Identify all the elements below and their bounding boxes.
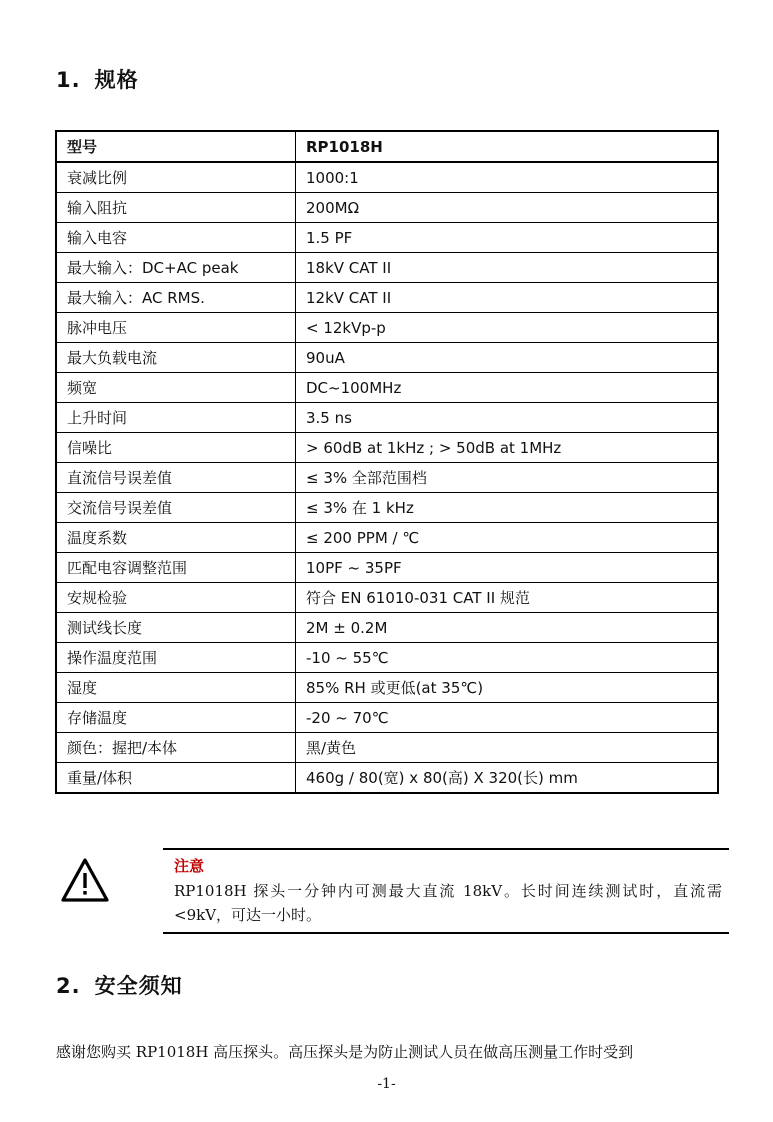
spec-value-cell: 10PF ~ 35PF <box>296 553 719 583</box>
table-row <box>56 553 718 583</box>
spec-label-cell: 直流信号误差值 <box>56 463 296 493</box>
spec-label-cell: 衰减比例 <box>56 162 296 193</box>
table-row <box>56 643 718 673</box>
spec-value-cell: ≤ 3% 在 1 kHz <box>296 493 719 523</box>
spec-value-cell: 1000:1 <box>296 162 719 193</box>
spec-value-cell: < 12kVp-p <box>296 313 719 343</box>
spec-value-cell: 18kV CAT II <box>296 253 719 283</box>
table-row <box>56 313 718 343</box>
spec-value-cell: > 60dB at 1kHz ; > 50dB at 1MHz <box>296 433 719 463</box>
spec-label-cell: 测试线长度 <box>56 613 296 643</box>
spec-value-cell: 3.5 ns <box>296 403 719 433</box>
header-cell-label: 型号 <box>56 131 296 162</box>
section-number: 1. <box>56 68 81 92</box>
spec-value-cell: DC~100MHz <box>296 373 719 403</box>
spec-value-cell: 90uA <box>296 343 719 373</box>
spec-label-cell: 频宽 <box>56 373 296 403</box>
spec-value-cell: 460g / 80(宽) x 80(高) X 320(长) mm <box>296 763 719 794</box>
section-heading-specifications <box>56 64 139 94</box>
spec-label-cell: 匹配电容调整范围 <box>56 553 296 583</box>
table-row <box>56 673 718 703</box>
spec-value-cell: ≤ 200 PPM / ℃ <box>296 523 719 553</box>
table-row <box>56 493 718 523</box>
spec-label-cell: 输入阻抗 <box>56 193 296 223</box>
table-row <box>56 373 718 403</box>
notice-body: RP1018H 探头一分钟内可测最大直流 18kV。长时间连续测试时，直流需<9kV，可达一小时。 <box>174 882 722 924</box>
section-title: 规格 <box>94 68 139 92</box>
warning-triangle-icon <box>60 857 110 903</box>
table-row <box>56 763 718 794</box>
spec-value-cell: 符合 EN 61010-031 CAT II 规范 <box>296 583 719 613</box>
spec-label-cell: 信噪比 <box>56 433 296 463</box>
spec-label-cell: 安规检验 <box>56 583 296 613</box>
notice-title: 注意 <box>174 857 205 875</box>
spec-value-cell: 200MΩ <box>296 193 719 223</box>
table-row <box>56 523 718 553</box>
spec-value-cell: 2M ± 0.2M <box>296 613 719 643</box>
spec-value-cell: 12kV CAT II <box>296 283 719 313</box>
spec-value-cell: -20 ~ 70℃ <box>296 703 719 733</box>
spec-value-cell: -10 ~ 55℃ <box>296 643 719 673</box>
spec-label-cell: 最大输入：DC+AC peak <box>56 253 296 283</box>
spec-label-cell: 重量/体积 <box>56 763 296 794</box>
spec-label-cell: 最大负载电流 <box>56 343 296 373</box>
spec-label-cell: 最大输入：AC RMS. <box>56 283 296 313</box>
table-row <box>56 613 718 643</box>
specifications-table <box>55 130 719 794</box>
spec-label-cell: 温度系数 <box>56 523 296 553</box>
table-row <box>56 162 718 193</box>
spec-label-cell: 存储温度 <box>56 703 296 733</box>
spec-label-cell: 湿度 <box>56 673 296 703</box>
table-row <box>56 703 718 733</box>
table-row <box>56 583 718 613</box>
spec-label-cell: 颜色：握把/本体 <box>56 733 296 763</box>
spec-label-cell: 上升时间 <box>56 403 296 433</box>
spec-label-cell: 交流信号误差值 <box>56 493 296 523</box>
header-cell-model: RP1018H <box>296 131 719 162</box>
spec-value-cell: ≤ 3% 全部范围档 <box>296 463 719 493</box>
table-header-row <box>56 131 718 162</box>
table-row <box>56 463 718 493</box>
table-row <box>56 433 718 463</box>
spec-label-cell: 操作温度范围 <box>56 643 296 673</box>
table-row <box>56 403 718 433</box>
spec-value-cell: 85% RH 或更低(at 35℃) <box>296 673 719 703</box>
spec-label-cell: 输入电容 <box>56 223 296 253</box>
table-row <box>56 193 718 223</box>
section-heading-safety <box>56 970 183 1000</box>
notice-box <box>163 848 729 934</box>
table-row <box>56 283 718 313</box>
intro-paragraph: 感谢您购买 RP1018H 高压探头。高压探头是为防止测试人员在做高压测量工作时受到 <box>56 1043 634 1061</box>
table-row <box>56 733 718 763</box>
table-row <box>56 343 718 373</box>
spec-label-cell: 脉冲电压 <box>56 313 296 343</box>
spec-value-cell: 1.5 PF <box>296 223 719 253</box>
page-number: -1- <box>377 1076 396 1092</box>
section-title: 安全须知 <box>94 974 183 998</box>
table-row <box>56 253 718 283</box>
section-number: 2. <box>56 974 81 998</box>
table-row <box>56 223 718 253</box>
spec-value-cell: 黑/黄色 <box>296 733 719 763</box>
